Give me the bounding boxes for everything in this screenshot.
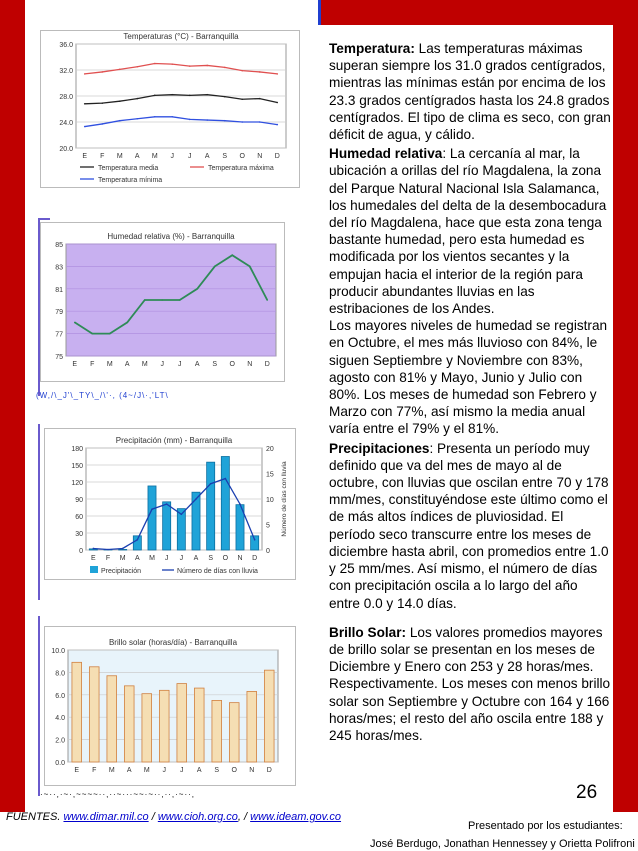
humidity-frame-top [38,218,50,220]
data-point [154,116,156,118]
bar [107,676,117,762]
y-tick-label: 36.0 [59,42,73,49]
bar [89,667,99,762]
x-tick-label: A [196,767,202,774]
x-tick-label: A [124,361,130,368]
data-point [101,102,103,104]
bar [207,462,215,550]
y-tick-label: 85 [55,242,63,249]
sunshine-caption-fragment: ·~··,·~·,~~~~··,··~···~~·~··,··,·~··, [40,790,196,799]
y2-tick-label: 0 [266,548,270,555]
data-point [74,322,76,324]
x-tick-label: D [274,153,280,160]
x-tick-label: S [208,555,214,562]
x-tick-label: E [72,361,78,368]
x-tick-label: A [194,361,200,368]
data-point [84,126,86,128]
x-tick-label: A [193,555,199,562]
data-point [154,95,156,97]
x-tick-label: F [105,555,111,562]
x-tick-label: E [82,153,88,160]
x-tick-label: M [116,153,123,160]
y2-tick-label: 5 [266,522,270,530]
y-tick-label: 83 [55,264,63,272]
legend-label: Temperatura máxima [208,165,274,172]
data-point [206,65,208,67]
y-tick-label: 24.0 [59,120,73,127]
x-tick-label: N [249,767,255,774]
data-point [126,322,128,324]
bar [148,486,156,550]
precipitation-chart-svg [44,428,296,580]
data-point [276,124,278,126]
y-tick-label: 75 [55,354,63,361]
sources-separator: / [148,811,158,823]
data-point [206,94,208,96]
legend-label: Temperatura mínima [98,177,163,184]
x-tick-label: F [90,361,95,368]
right-border-bar [613,0,638,812]
bar [159,690,169,762]
paragraph-humidity [329,145,612,317]
description-column [329,40,612,746]
y-tick-label: 20.0 [59,146,73,153]
text-precipitation: : Presenta un período muy definido que va del mes de mayo al de octubre, con lluvias que oscilan entre 70 y 178 mm/mes, constituyéndose este último como el de más altos índices de pluviosidad. El período seco transcurre entre los meses de diciembre hasta abril, con promedios entre 1.0 y 25 mm/mes. Así mismo, el número de días con precipitación oscila a lo largo del año entre 0.0 y 14.0 días. [329,440,609,611]
data-point [93,548,95,550]
data-point [136,66,138,68]
data-point [119,100,121,102]
data-point [259,71,261,73]
x-tick-label: N [247,361,253,368]
bar [192,492,200,550]
data-point [144,299,146,301]
paragraph-sunshine [329,624,612,744]
y-tick-label: 30 [75,531,83,538]
x-tick-label: J [178,361,182,368]
data-point [179,299,181,301]
data-point [276,73,278,75]
x-tick-label: A [134,555,140,562]
data-point [224,120,226,122]
x-tick-label: S [214,767,220,774]
data-point [196,288,198,290]
data-point [189,65,191,67]
data-point [84,73,86,75]
y-tick-label: 8.0 [55,670,65,678]
x-tick-label: O [229,361,235,368]
x-tick-label: M [143,767,150,774]
data-point [136,98,138,100]
y-tick-label: 77 [55,331,63,339]
source-link-dimar[interactable]: www.dimar.mil.co [63,811,149,823]
x-tick-label: O [239,153,245,160]
x-tick-label: J [180,767,184,774]
x-tick-label: M [141,361,148,368]
legend-label: Número de días con lluvia [177,568,258,575]
data-point [259,98,261,100]
x-tick-label: M [108,767,115,774]
top-blue-strip [318,0,321,25]
data-point [84,103,86,105]
x-tick-label: D [266,767,272,774]
bar [247,691,257,762]
legend-label: Precipitación [101,568,142,575]
data-point [241,98,243,100]
authors: José Berdugo, Jonathan Hennessey y Orietta Polifroni [370,838,635,850]
y-tick-label: 150 [71,463,83,470]
bar [119,549,127,550]
x-tick-label: M [149,555,155,562]
bar [229,703,239,762]
data-point [241,121,243,123]
x-tick-label: O [231,767,237,774]
data-point [210,483,212,485]
bar [163,502,171,550]
x-tick-label: F [92,767,97,774]
x-tick-label: J [160,361,164,368]
sunshine-chart-svg [44,626,296,786]
y-tick-label: 81 [55,286,63,294]
data-point [109,333,111,335]
data-point [119,69,121,71]
y-tick-label: 10.0 [51,648,65,655]
y2-tick-label: 15 [266,471,274,479]
data-point [171,63,173,65]
y2-tick-label: 10 [266,497,274,504]
heading-sunshine: Brillo Solar: [329,624,407,640]
x-tick-label: A [134,153,140,160]
sources-line [6,811,341,823]
y-tick-label: 2.0 [55,737,65,745]
y2-tick-label: 20 [266,446,274,453]
x-tick-label: F [100,153,105,160]
chart-title: Humedad relativa (%) - Barranquilla [107,232,235,241]
data-point [224,96,226,98]
data-point [254,539,256,541]
data-point [119,120,121,122]
data-point [259,121,261,123]
sources-label: FUENTES. [6,811,61,823]
y-tick-label: 79 [55,309,63,317]
y-tick-label: 60 [75,514,83,521]
data-point [266,299,268,301]
x-tick-label: J [164,555,169,562]
bar [177,684,187,762]
data-point [231,254,233,256]
humidity-chart [40,222,285,382]
y-tick-label: 90 [75,497,83,504]
paragraph-humidity-levels [329,317,612,437]
y-tick-label: 28.0 [59,94,73,101]
text-sunshine: Los valores promedios mayores de brillo solar se presentan en los meses de Diciembre y Enero con 253 y 28 horas/mes. Respectivamente. Los meses con menos brillo solar son Septiembre y Octubre con 164 y 166 horas/mes; el resto del año oscila entre 188 y 245 horas/mes. [329,624,611,743]
x-tick-label: A [204,153,210,160]
data-point [189,95,191,97]
heading-precipitation: Precipitaciones [329,440,430,456]
bar [251,536,259,550]
y2-axis-label: Número de días con lluvia [281,461,288,537]
data-point [171,116,173,118]
data-point [189,119,191,121]
data-point [107,549,109,551]
x-tick-label: M [119,555,126,562]
x-tick-label: M [151,153,158,160]
data-point [276,102,278,104]
text-humidity: : La cercanía al mar, la ubicación a orillas del río Magdalena, la zona del Parque Natural Nacional Isla Salamanca, los humedales del delta de la desembocadura del río Magdalena, hace que esta zona tenga bastante humedad, pero esta humedad es modificada por los vientos secantes y la empujan hacia el interior de la región para producir abundantes lluvias en las estribaciones de los Andes. [329,146,607,317]
heading-humidity: Humedad relativa [329,146,443,162]
y-tick-label: 0.0 [55,760,65,767]
humidity-caption-fragment: (W,/\_J'\_TY\_/\'·, (4~/J\·,'LT\ [36,391,169,400]
data-point [224,67,226,69]
chart-title: Precipitación (mm) - Barranquilla [115,436,233,445]
x-tick-label: N [237,555,243,562]
chart-title: Brillo solar (horas/día) - Barranquilla [108,638,238,647]
data-point [239,503,241,505]
text-humidity-levels: Los mayores niveles de humedad se registran en Octubre, el mes más lluvioso con 84%, le siguen Septiembre y Noviembre con 83%, agosto con 81% y Mayo, Junio y Julio con 80%. Los meses de humedad son Febrero y Marzo con 77%, así mismo la media anual varía entre el 79% y el 81%. [329,318,608,437]
y-tick-label: 32.0 [59,68,73,75]
paragraph-temperature [329,40,612,143]
data-point [241,70,243,72]
bar [72,662,82,762]
data-point [101,71,103,73]
temperature-chart-svg [40,30,300,188]
x-tick-label: E [74,767,80,774]
bar [264,670,274,762]
legend-swatch [90,566,98,573]
x-tick-label: D [252,555,258,562]
sunshine-frame-left [38,616,40,796]
data-point [136,118,138,120]
presented-by: Presentado por los estudiantes: [468,820,623,832]
x-tick-label: E [90,555,96,562]
data-point [122,548,124,550]
y-tick-label: 6.0 [55,692,65,700]
data-point [151,508,153,510]
data-point [166,503,168,505]
data-point [195,498,197,500]
y-tick-label: 180 [71,446,83,453]
bar [142,694,152,762]
x-tick-label: J [188,153,192,160]
source-link-cioh[interactable]: www.cioh.org.co [157,811,238,823]
y-tick-label: 4.0 [55,715,65,723]
plot-area [68,650,278,762]
top-border-bar [320,0,613,25]
data-point [206,119,208,121]
bar [124,686,134,762]
x-tick-label: O [222,555,229,562]
x-tick-label: S [222,153,228,160]
y-tick-label: 0 [79,548,83,555]
data-point [161,299,163,301]
humidity-chart-svg [40,222,285,382]
x-tick-label: A [126,767,132,774]
data-point [137,539,139,541]
data-point [101,123,103,125]
data-point [225,478,227,480]
data-point [214,266,216,268]
temperature-chart [40,30,300,188]
bar [194,688,204,762]
x-tick-label: N [257,153,263,160]
data-point [171,94,173,96]
x-tick-label: D [264,361,270,368]
bar [212,700,222,762]
sunshine-chart [44,626,296,786]
left-border-bar [0,0,25,812]
page-number: 26 [576,782,598,803]
y-tick-label: 120 [71,480,83,487]
heading-temperature: Temperatura: [329,41,415,56]
humidity-frame-left [38,218,40,396]
precipitation-chart [44,428,296,580]
x-tick-label: J [179,555,184,562]
source-link-ideam[interactable]: www.ideam.gov.co [250,811,342,823]
bar [221,457,229,551]
data-point [91,333,93,335]
text-temperature: Las temperaturas máximas superan siempre los 31.0 grados centígrados, mientras las mínimas están por encima de los 23.3 grados centígrados hasta los 24.8 grados centígrados. El tipo de clima es seco, con gran déficit de agua, y cálido. [329,41,611,143]
legend-label: Temperatura media [98,165,159,172]
chart-title: Temperaturas (°C) - Barranquilla [123,32,239,41]
x-tick-label: J [170,153,174,160]
x-tick-label: M [106,361,113,368]
data-point [181,514,183,516]
bar [133,536,141,550]
data-point [154,63,156,65]
data-point [249,266,251,268]
paragraph-precipitation [329,440,612,612]
x-tick-label: J [162,767,166,774]
x-tick-label: S [212,361,218,368]
sources-separator: , / [237,811,251,823]
precipitation-frame-left [38,424,40,600]
